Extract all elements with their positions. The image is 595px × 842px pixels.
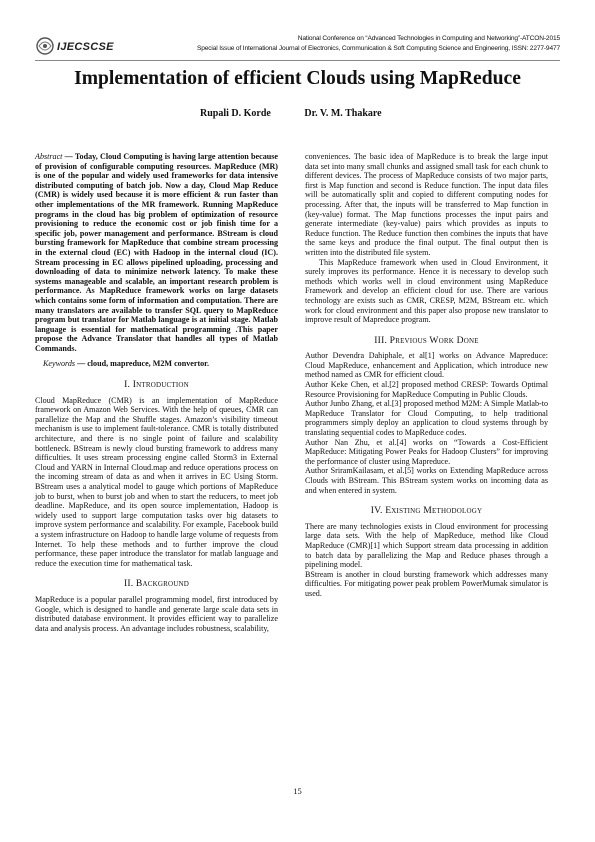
paper-title: Implementation of efficient Clouds using MapReduce (74, 68, 521, 89)
previous-work-item: Author Junbo Zhang, et al.[3] proposed method M2M: A Simple Matlab-to MapReduce Translator for Cloud Computing, to help traditional programmers simply deploy an application to cloud systems through by translating sequential codes to MapReduce codes. (305, 399, 548, 438)
left-column (35, 152, 278, 633)
conference-line-1: National Conference on “Advanced Technologies in Computing and Networking”-ATCON-2015 (297, 35, 560, 42)
previous-work-item: Author Keke Chen, et al.[2] proposed method CRESP: Towards Optimal Resource Provisioning for MapReduce Computing in Public Clouds. (305, 380, 548, 399)
abstract (35, 152, 278, 353)
background-paragraph: This MapReduce framework when used in Cloud Environment, it surely improves its performance. Hence it is necessary to develop such methods which works well in cloud environment using MapReduce Framework and develop an efficient cloud for use. There are various technology are exists such as CMR, CRESP, M2M, BStream etc. which work for cloud environment and this paper also propose new translator to improve result of Mapreduce program. (305, 257, 548, 325)
conference-header (140, 34, 560, 54)
abstract-label: Abstract (35, 152, 63, 161)
previous-work-item: Author SriramKailasam, et al.[5] works on Extending MapReduce across Clouds with BStream. This BStream system works on incoming data as and when entered in system. (305, 466, 548, 495)
page-number: 15 (293, 786, 302, 796)
journal-logo-text: IJECSCSE (57, 41, 114, 53)
previous-work-item: Author Nan Zhu, et al.[4] works on “Towards a Cost-Efficient MapReduce: Mitigating Power Peaks for Hadoop Clusters” for improving the performance of cluster using Mapreduce. (305, 437, 548, 466)
section-heading-previous-work: III. Previous Work Done (374, 334, 479, 346)
conference-line-2: Special Issue of International Journal of Electronics, Communication & Soft Computing Science and Engineering, ISSN: 2277-9477 (196, 45, 560, 52)
existing-methodology-paragraph: There are many technologies exists in Cloud environment for processing large data sets. With the help of MapReduce, method like Cloud MapReduce (CMR)[1] which Support stream data processing in addition to batch data by parallelizing the Map and Reduce phases through a pipelining model. (305, 521, 548, 570)
background-paragraph: MapReduce is a popular parallel programming model, first introduced by Google, which is designed to handle and generate large scale data sets in distributed database environment. It provides efficient way to parallelize data and analysis process. An advantage includes robustness, scalability, (35, 594, 278, 633)
journal-logo (35, 36, 113, 58)
section-heading-introduction: I. Introduction (124, 379, 189, 391)
author-name: Dr. V. M. Thakare (304, 108, 382, 119)
keywords (35, 359, 278, 369)
header-divider (35, 60, 560, 61)
right-column (305, 152, 548, 599)
keywords-label: Keywords (43, 359, 76, 369)
existing-methodology-paragraph: BStream is another in cloud bursting framework which addresses many difficulties. For mitigating power peak problem PowerMumak simulator is used. (305, 569, 548, 598)
section-heading-existing-methodology: IV. Existing Methodology (370, 505, 483, 517)
introduction-paragraph: Cloud MapReduce (CMR) is an implementation of MapReduce framework on Amazon Web Services. With the help of queues, CMR can parallelize the Map and the Shuffle stages. Amazon’s visibility timeout mechanism is use to implement fault-tolerance. CMR is totally distributed architecture, and there is no single point of failure and scalability bottleneck. BStream is newly cloud bursting framework to address many difficulties. It uses stream processing engine called Storm3 in External Cloud and YARN in Internal Cloud.map and reduce operations process on the incoming stream of data as and when it arrives in EC Using Storm. BStream uses a analytical model to gauge which portions of MapReduce job to burst, when to burst job and when to start the reducers, to meet job deadline. MapReduce, and its open source implementation, Hadoop is widely used to support large computation tasks over big datasets to improve system performance and scalability. For example, Facebook build a system infrastructure on Hadoop to handle large volume of requests from Internet. To help these methods and to further improve the cloud performance, these paper introduce the translator for matlab language and reduce the execution time for mathematical task. (35, 395, 278, 568)
journal-logo-icon (35, 36, 55, 56)
author-name: Rupali D. Korde (200, 108, 271, 119)
background-paragraph-continued: conveniences. The basic idea of MapReduce is to break the large input data set into many small chunks and assigned small task for each chunk to different devices. The process of MapReduce consists of two major parts, first is Map function and second is Reduce function. The input data files will be automatically split and copied to different computing nodes for processing. After that, the inputs will be transferred to Map function in (key-value) format. The Map functions processes the input pairs and generate intermediate (key-value) pairs which provides as inputs to Reduce function. The Reduce function then combines the inputs that have the same keys and produce the final output. The final output then is written into the distributed file system. (305, 152, 548, 257)
author-list (200, 108, 413, 119)
abstract-text: — Today, Cloud Computing is having large attention because of provision of configurable computing resources. MapReduce (MR) is one of the popular and widely used frameworks for data intensive distributed computing of batch job. Now a day, Cloud Map Reduce (CMR) is widely used because it is more efficient & run faster than other implementations of the MR framework. Running MapReduce programs in the cloud has big problem of optimization of resource provisioning to reduce the economic cost or job finish time for a specific job, power management and performance. BStream is cloud bursting framework for MapReduce that combine stream processing in the external cloud (EC) with Hadoop in the internal cloud (IC). Stream processing in EC allows pipelined uploading, processing and downloading of data to minimize network latency. To make these systems manageable and scalable, an important research problem is performance. As MapReduce framework works on large datasets which contains some form of information and computation. There are many translators are available to transfer SQL query to MapReduce program but translator for Matlab language is at initial stage. Matlab language is essential for mathematical programming .This paper propose the Advance Translator that handles all types of Matlab Commands. (35, 152, 278, 353)
section-heading-background: II. Background (123, 578, 190, 590)
previous-work-item: Author Devendra Dahiphale, et al[1] works on Advance Mapreduce: Cloud MapReduce, enhancement and Application, which introduce new method named as CMR for efficient cloud. (305, 351, 548, 380)
keywords-text: — cloud, mapreduce, M2M convertor. (75, 359, 210, 369)
